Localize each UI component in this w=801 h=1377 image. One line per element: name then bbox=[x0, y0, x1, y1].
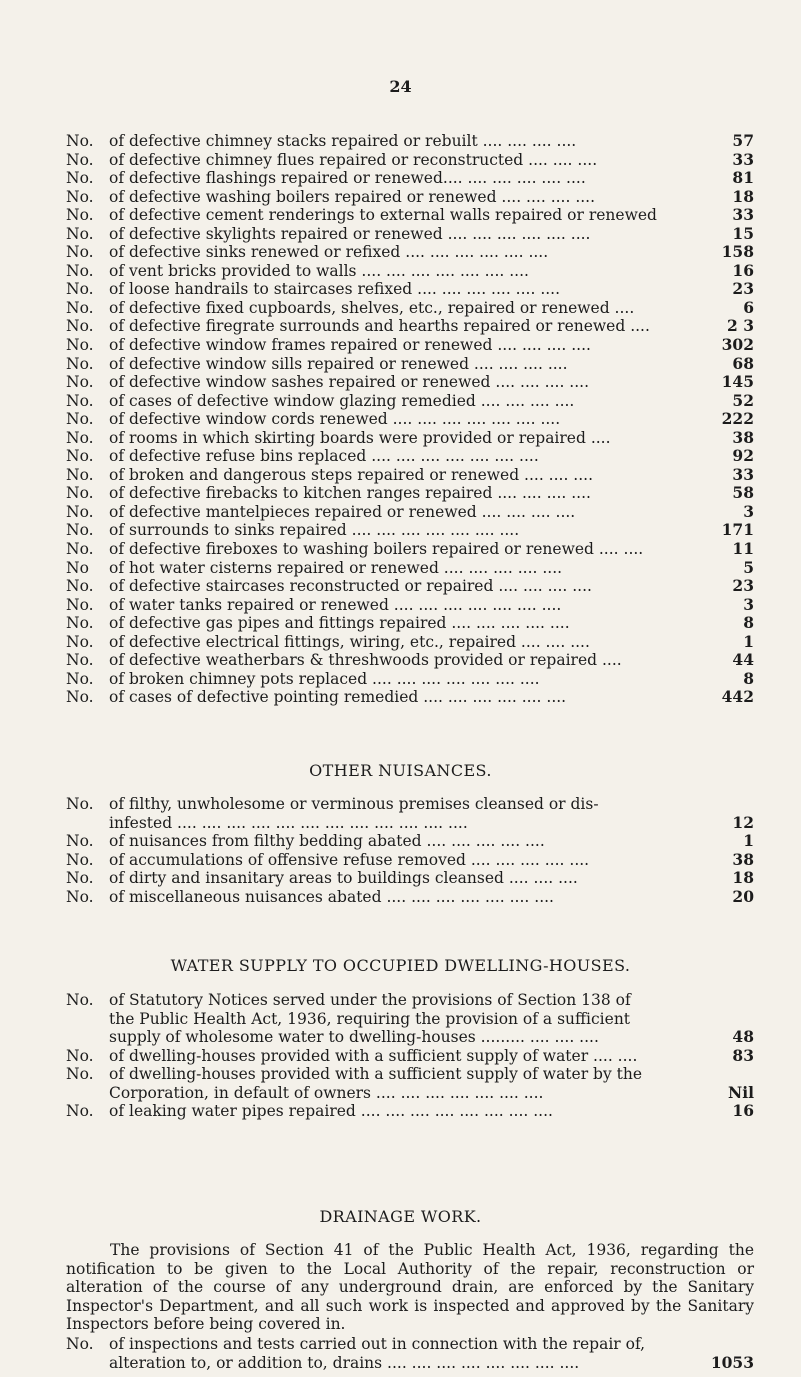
page-number: 24 bbox=[389, 77, 412, 96]
item-prefix: No. bbox=[66, 410, 94, 429]
item-prefix: No. bbox=[66, 336, 94, 355]
item-value: 23 bbox=[732, 576, 754, 596]
list-item bbox=[66, 795, 754, 814]
item-value: 38 bbox=[732, 427, 754, 447]
item-text: of defective skylights repaired or renewed .... .... .... .... .... .... bbox=[109, 224, 591, 243]
item-text: of dwelling-houses provided with a sufficient supply of water .... .... bbox=[109, 1046, 638, 1065]
list-item bbox=[66, 1102, 754, 1121]
item-prefix: No. bbox=[66, 261, 94, 280]
item-prefix: No. bbox=[66, 169, 94, 188]
item-value: 15 bbox=[732, 223, 754, 243]
item-prefix: No. bbox=[66, 243, 94, 262]
item-value: 58 bbox=[732, 483, 754, 503]
other-nuisances-heading: OTHER NUISANCES. bbox=[309, 761, 492, 780]
item-text: infested .... .... .... .... .... .... .... .... .... .... .... .... bbox=[109, 813, 468, 832]
item-text: alteration to, or addition to, drains .... .... .... .... .... .... .... .... bbox=[109, 1353, 580, 1372]
list-item bbox=[66, 484, 754, 503]
item-value: 18 bbox=[732, 186, 754, 206]
item-prefix: No. bbox=[66, 1065, 94, 1084]
item-text: of defective refuse bins replaced .... .... .... .... .... .... .... bbox=[109, 447, 539, 466]
list-item bbox=[66, 503, 754, 522]
list-item bbox=[66, 355, 754, 374]
item-prefix: No. bbox=[66, 373, 94, 392]
item-value: 44 bbox=[732, 650, 754, 670]
list-item bbox=[66, 521, 754, 540]
item-value: 18 bbox=[732, 868, 754, 888]
list-item bbox=[66, 540, 754, 559]
item-text: of defective staircases reconstructed or repaired .... .... .... .... bbox=[109, 577, 592, 596]
list-item bbox=[66, 299, 754, 318]
item-prefix: No. bbox=[66, 391, 94, 410]
item-text: of broken and dangerous steps repaired or renewed .... .... .... bbox=[109, 465, 594, 484]
item-text: of loose handrails to staircases refixed .... .... .... .... .... .... bbox=[109, 280, 561, 299]
item-prefix: No. bbox=[66, 484, 94, 503]
item-text: of defective window frames repaired or renewed .... .... .... .... bbox=[109, 336, 591, 355]
item-prefix: No. bbox=[66, 132, 94, 150]
item-text: of defective window sills repaired or renewed .... .... .... .... bbox=[109, 354, 568, 373]
repairs-list bbox=[66, 132, 754, 707]
item-value: 1 bbox=[743, 631, 754, 651]
list-item bbox=[66, 169, 754, 188]
item-text: of inspections and tests carried out in connection with the repair of, bbox=[109, 1335, 646, 1353]
list-item bbox=[66, 1047, 754, 1066]
item-text: of defective window cords renewed .... .... .... .... .... .... .... bbox=[109, 410, 561, 429]
list-item bbox=[66, 1010, 754, 1029]
item-prefix: No. bbox=[66, 595, 94, 614]
list-item bbox=[66, 670, 754, 689]
item-value: 12 bbox=[732, 812, 754, 832]
item-value: 83 bbox=[732, 1045, 754, 1065]
item-prefix: No. bbox=[66, 832, 94, 851]
drainage-list bbox=[66, 1335, 754, 1372]
item-value: 33 bbox=[732, 464, 754, 484]
item-value: 3 bbox=[743, 501, 754, 521]
item-text: of cases of defective window glazing remedied .... .... .... .... bbox=[109, 391, 575, 410]
item-text: of defective firegrate surrounds and hearths repaired or renewed .... bbox=[109, 317, 650, 336]
list-item bbox=[66, 614, 754, 633]
item-text: the Public Health Act, 1936, requiring the provision of a sufficient bbox=[109, 1009, 631, 1028]
item-prefix: No. bbox=[66, 688, 94, 707]
item-text: of nuisances from filthy bedding abated .... .... .... .... .... bbox=[109, 832, 545, 851]
item-value: 8 bbox=[743, 668, 754, 688]
list-item bbox=[66, 225, 754, 244]
list-item bbox=[66, 1354, 754, 1373]
item-text: of miscellaneous nuisances abated .... .... .... .... .... .... .... bbox=[109, 887, 554, 906]
item-text: of dwelling-houses provided with a sufficient supply of water by the bbox=[109, 1065, 643, 1084]
other-nuisances-list bbox=[66, 795, 754, 906]
item-value: 81 bbox=[732, 168, 754, 188]
item-text: of defective chimney flues repaired or reconstructed .... .... .... bbox=[109, 150, 598, 169]
item-prefix: No. bbox=[66, 280, 94, 299]
item-prefix: No. bbox=[66, 317, 94, 336]
item-text: of defective firebacks to kitchen ranges repaired .... .... .... .... bbox=[109, 484, 591, 503]
nuisance-items bbox=[66, 832, 754, 906]
water-supply-heading: WATER SUPPLY TO OCCUPIED DWELLING-HOUSES. bbox=[170, 956, 631, 975]
list-item bbox=[66, 1028, 754, 1047]
paragraph-text: The provisions of Section 41 of the Public Health Act, 1936, regarding the notification to be given to the Local Authority of the repair, reconstruction or alteration of the course of any underground drain, are enforced by the Sanitary Inspector's Department, and all such work is inspected and approved by the Sanitary Inspectors before being covered in. bbox=[66, 1241, 754, 1334]
item-prefix: No bbox=[66, 558, 89, 577]
list-item bbox=[66, 429, 754, 448]
item-value: 38 bbox=[732, 849, 754, 869]
item-text: of defective fireboxes to washing boilers repaired or renewed .... .... bbox=[109, 540, 644, 559]
item-value: 16 bbox=[732, 1101, 754, 1121]
item-prefix: No. bbox=[66, 465, 94, 484]
list-item bbox=[66, 280, 754, 299]
item-text: of vent bricks provided to walls .... .... .... .... .... .... .... bbox=[109, 261, 529, 280]
item-prefix: No. bbox=[66, 651, 94, 670]
item-value: 302 bbox=[721, 335, 754, 355]
item-prefix: No. bbox=[66, 887, 94, 906]
item-prefix: No. bbox=[66, 869, 94, 888]
item-prefix: No. bbox=[66, 577, 94, 596]
item-value: 222 bbox=[721, 409, 754, 429]
list-item bbox=[66, 832, 754, 851]
list-item bbox=[66, 688, 754, 707]
item-value: 8 bbox=[743, 613, 754, 633]
item-text: of defective sinks renewed or refixed .... .... .... .... .... .... bbox=[109, 243, 549, 262]
item-text: of defective gas pipes and fittings repaired .... .... .... .... .... bbox=[109, 614, 570, 633]
item-text: of cases of defective pointing remedied .... .... .... .... .... .... bbox=[109, 688, 567, 707]
item-prefix: No. bbox=[66, 632, 94, 651]
list-item bbox=[66, 262, 754, 281]
item-text: of hot water cisterns repaired or renewed .... .... .... .... .... bbox=[109, 558, 563, 577]
drainage-heading: DRAINAGE WORK. bbox=[319, 1207, 482, 1226]
list-item bbox=[66, 1084, 754, 1103]
item-value: 2 3 bbox=[727, 316, 754, 336]
item-value: 5 bbox=[743, 557, 754, 577]
item-value: Nil bbox=[728, 1082, 754, 1102]
drainage-paragraph bbox=[66, 1241, 754, 1334]
item-prefix: No. bbox=[66, 354, 94, 373]
item-value: 16 bbox=[732, 260, 754, 280]
list-item bbox=[66, 577, 754, 596]
item-value: 48 bbox=[732, 1027, 754, 1047]
item-text: of accumulations of offensive refuse removed .... .... .... .... .... bbox=[109, 850, 590, 869]
list-item bbox=[66, 559, 754, 578]
item-text: of defective washing boilers repaired or renewed .... .... .... .... bbox=[109, 187, 596, 206]
item-value: 52 bbox=[732, 390, 754, 410]
list-item bbox=[66, 651, 754, 670]
list-item bbox=[66, 1065, 754, 1084]
list-item bbox=[66, 1335, 754, 1354]
item-prefix: No. bbox=[66, 614, 94, 633]
item-text: of defective cement renderings to external walls repaired or renewed bbox=[109, 206, 657, 225]
list-item bbox=[66, 447, 754, 466]
list-item bbox=[66, 888, 754, 907]
item-prefix: No. bbox=[66, 206, 94, 225]
item-text: of defective flashings repaired or renewed.... .... .... .... .... .... bbox=[109, 169, 586, 188]
list-item bbox=[66, 373, 754, 392]
item-prefix: No. bbox=[66, 521, 94, 540]
item-value: 33 bbox=[732, 205, 754, 225]
item-prefix: No. bbox=[66, 150, 94, 169]
item-text: of defective electrical fittings, wiring, etc., repaired .... .... .... bbox=[109, 632, 590, 651]
list-item bbox=[66, 466, 754, 485]
item-text: of filthy, unwholesome or verminous premises cleansed or dis- bbox=[109, 795, 599, 813]
item-prefix: No. bbox=[66, 298, 94, 317]
item-value: 1 bbox=[743, 831, 754, 851]
water-supply-list bbox=[66, 991, 754, 1121]
list-item bbox=[66, 243, 754, 262]
item-text: of defective weatherbars & threshwoods provided or repaired .... bbox=[109, 651, 622, 670]
item-prefix: No. bbox=[66, 502, 94, 521]
item-value: 23 bbox=[732, 279, 754, 299]
item-text: of defective fixed cupboards, shelves, etc., repaired or renewed .... bbox=[109, 298, 635, 317]
list-item bbox=[66, 336, 754, 355]
item-prefix: No. bbox=[66, 1102, 94, 1121]
item-value: 145 bbox=[721, 372, 754, 392]
item-text: of water tanks repaired or renewed .... .... .... .... .... .... .... bbox=[109, 595, 562, 614]
item-text: of Statutory Notices served under the provisions of Section 138 of bbox=[109, 991, 631, 1009]
item-prefix: No. bbox=[66, 991, 94, 1009]
list-item bbox=[66, 317, 754, 336]
list-item bbox=[66, 814, 754, 833]
item-text: of leaking water pipes repaired .... .... .... .... .... .... .... .... bbox=[109, 1102, 553, 1121]
item-text: of surrounds to sinks repaired .... .... .... .... .... .... .... bbox=[109, 521, 520, 540]
item-text: of broken chimney pots replaced .... .... .... .... .... .... .... bbox=[109, 669, 540, 688]
item-value: 1053 bbox=[710, 1352, 754, 1372]
item-prefix: No. bbox=[66, 850, 94, 869]
item-value: 6 bbox=[743, 297, 754, 317]
item-text: of defective window sashes repaired or renewed .... .... .... .... bbox=[109, 373, 590, 392]
item-text: of dirty and insanitary areas to buildings cleansed .... .... .... bbox=[109, 869, 578, 888]
item-text: of defective mantelpieces repaired or renewed .... .... .... .... bbox=[109, 502, 576, 521]
list-item bbox=[66, 410, 754, 429]
item-prefix: No. bbox=[66, 795, 94, 813]
item-prefix: No. bbox=[66, 1046, 94, 1065]
item-prefix: No. bbox=[66, 428, 94, 447]
item-value: 68 bbox=[732, 353, 754, 373]
item-value: 3 bbox=[743, 594, 754, 614]
list-item bbox=[66, 132, 754, 151]
item-text: Corporation, in default of owners .... .... .... .... .... .... .... bbox=[109, 1083, 544, 1102]
list-item bbox=[66, 991, 754, 1010]
list-item bbox=[66, 851, 754, 870]
item-value: 442 bbox=[721, 687, 754, 707]
list-item bbox=[66, 596, 754, 615]
list-item bbox=[66, 206, 754, 225]
list-item bbox=[66, 633, 754, 652]
item-text: of defective chimney stacks repaired or rebuilt .... .... .... .... bbox=[109, 132, 577, 150]
list-item bbox=[66, 869, 754, 888]
item-prefix: No. bbox=[66, 540, 94, 559]
item-prefix: No. bbox=[66, 669, 94, 688]
item-prefix: No. bbox=[66, 224, 94, 243]
list-item bbox=[66, 151, 754, 170]
item-text: of rooms in which skirting boards were provided or repaired .... bbox=[109, 428, 611, 447]
item-prefix: No. bbox=[66, 447, 94, 466]
item-value: 92 bbox=[732, 446, 754, 466]
item-value: 171 bbox=[721, 520, 754, 540]
item-value: 20 bbox=[732, 886, 754, 906]
item-text: supply of wholesome water to dwelling-houses ......... .... .... .... bbox=[109, 1028, 599, 1047]
list-item bbox=[66, 392, 754, 411]
item-value: 158 bbox=[721, 242, 754, 262]
item-value: 11 bbox=[732, 539, 754, 559]
item-prefix: No. bbox=[66, 1335, 94, 1353]
item-value: 33 bbox=[732, 149, 754, 169]
item-prefix: No. bbox=[66, 187, 94, 206]
list-item bbox=[66, 188, 754, 207]
item-value: 57 bbox=[732, 131, 754, 150]
